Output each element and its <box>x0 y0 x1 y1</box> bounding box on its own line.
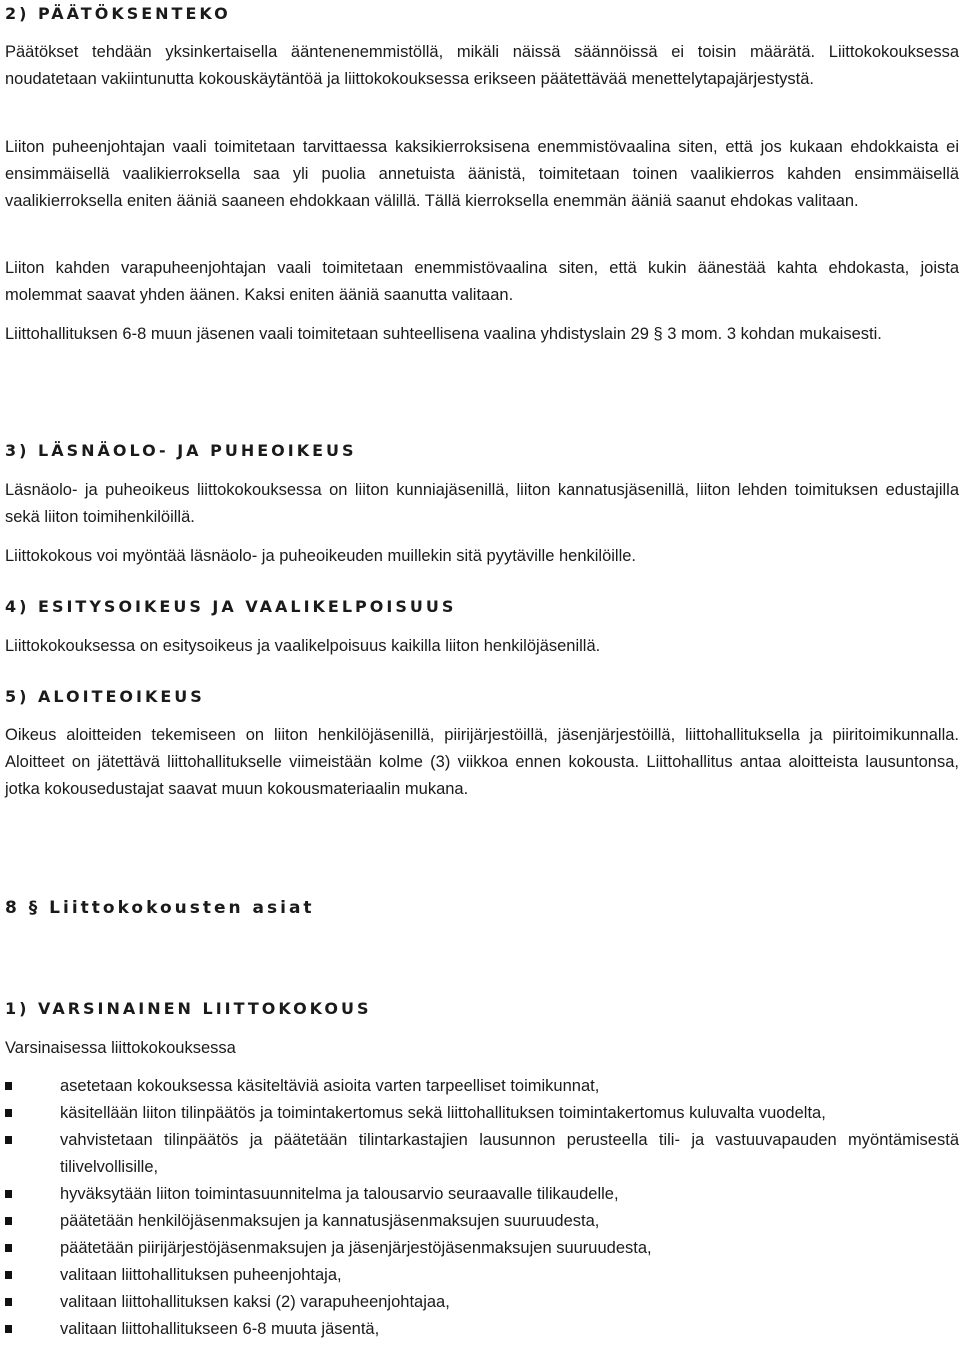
paragraph-vice-chair-election: Liiton kahden varapuheenjohtajan vaali toimitetaan enemmistövaalina siten, että kukin äänestää kahta ehdokasta, joista molemmat saavat yhden äänen. Kaksi eniten ääniä saanutta valitaan. <box>5 259 959 304</box>
section-heading-aloiteoikeus: 5) ALOITEOIKEUS <box>5 687 205 706</box>
square-bullet-icon <box>5 1271 12 1279</box>
paragraph-list-intro: Varsinaisessa liittokokouksessa <box>5 1039 236 1057</box>
square-bullet-icon <box>5 1244 12 1252</box>
list-item: asetetaan kokouksessa käsiteltäviä asioita varten tarpeelliset toimikunnat, <box>5 1073 959 1100</box>
list-item: päätetään piirijärjestöjäsenmaksujen ja jäsenjärjestöjäsenmaksujen suuruudesta, <box>5 1235 959 1262</box>
list-item: vahvistetaan tilinpäätös ja päätetään tilintarkastajien lausunnon perusteella tili- ja vastuuvapauden myöntämisestä tilivelvollisille, <box>5 1127 959 1181</box>
square-bullet-icon <box>5 1298 12 1306</box>
paragraph-decision-rules: Päätökset tehdään yksinkertaisella ääntenenemmistöllä, mikäli näissä säännöissä ei toisin määrätä. Liittokokouksessa noudatetaan vakiintunutta kokouskäytäntöä ja liittokokouksessa erikseen päätettävää menettelytapajärjestystä. <box>5 43 959 88</box>
paragraph-board-election: Liittohallituksen 6-8 muun jäsenen vaali toimitetaan suhteellisena vaalina yhdistyslain 29 § 3 mom. 3 kohdan mukaisesti. <box>5 325 882 343</box>
list-item: hyväksytään liiton toimintasuunnitelma ja talousarvio seuraavalle tilikaudelle, <box>5 1181 959 1208</box>
section-heading-esitysoikeus: 4) ESITYSOIKEUS JA VAALIKELPOISUUS <box>5 597 457 616</box>
section-heading-varsinainen-liittokokous: 1) VARSINAINEN LIITTOKOKOUS <box>5 999 372 1018</box>
paragraph-eligibility: Liittokokouksessa on esitysoikeus ja vaalikelpoisuus kaikilla liiton henkilöjäsenillä. <box>5 637 601 655</box>
paragraph-chair-election: Liiton puheenjohtajan vaali toimitetaan tarvittaessa kaksikierroksisena enemmistövaalina siten, että jos kukaan ehdokkaista ei ensimmäisellä vaalikierroksella saa yli puolia annetuista äänistä, toimitetaan toinen vaalikierros kahden ensimmäisellä vaalikierroksella eniten ääniä saaneen ehdokkaan välillä. Tällä kierroksella enemmän ääniä saanut ehdokas valitaan. <box>5 138 959 210</box>
square-bullet-icon <box>5 1190 12 1198</box>
agenda-list <box>5 1073 959 1343</box>
list-item: valitaan liittohallituksen kaksi (2) varapuheenjohtajaa, <box>5 1289 959 1316</box>
square-bullet-icon <box>5 1109 12 1117</box>
square-bullet-icon <box>5 1136 12 1144</box>
paragraph-attendance-grant: Liittokokous voi myöntää läsnäolo- ja puheoikeuden muillekin sitä pyytäville henkilöille. <box>5 547 637 565</box>
list-item: päätetään henkilöjäsenmaksujen ja kannatusjäsenmaksujen suuruudesta, <box>5 1208 959 1235</box>
list-item: valitaan liittohallitukseen 6-8 muuta jäsentä, <box>5 1316 959 1343</box>
list-item: valitaan liittohallituksen puheenjohtaja, <box>5 1262 959 1289</box>
list-item: käsitellään liiton tilinpäätös ja toimintakertomus sekä liittohallituksen toimintakertomus kuluvalta vuodelta, <box>5 1100 959 1127</box>
section-title-liittokokousten-asiat: 8 § Liittokokousten asiat <box>5 898 315 918</box>
section-heading-paatoksenteko: 2) PÄÄTÖKSENTEKO <box>5 4 231 23</box>
section-heading-lasnaolo: 3) LÄSNÄOLO- JA PUHEOIKEUS <box>5 441 357 460</box>
square-bullet-icon <box>5 1325 12 1333</box>
square-bullet-icon <box>5 1082 12 1090</box>
paragraph-attendance-rights: Läsnäolo- ja puheoikeus liittokokouksessa on liiton kunniajäsenillä, liiton kannatusjäsenillä, liiton lehden toimituksen edustajilla sekä liiton toimihenkilöillä. <box>5 481 959 526</box>
square-bullet-icon <box>5 1217 12 1225</box>
paragraph-initiative-rights: Oikeus aloitteiden tekemiseen on liiton henkilöjäsenillä, piirijärjestöillä, jäsenjärjestöillä, liittohallituksella ja piiritoimikunnalla. Aloitteet on jätettävä liittohallitukselle viimeistään kolme (3) viikkoa ennen kokousta. Liittohallitus antaa aloitteista lausuntonsa, jotka kokousedustajat saavat muun kokousmateriaalin mukana. <box>5 726 959 798</box>
